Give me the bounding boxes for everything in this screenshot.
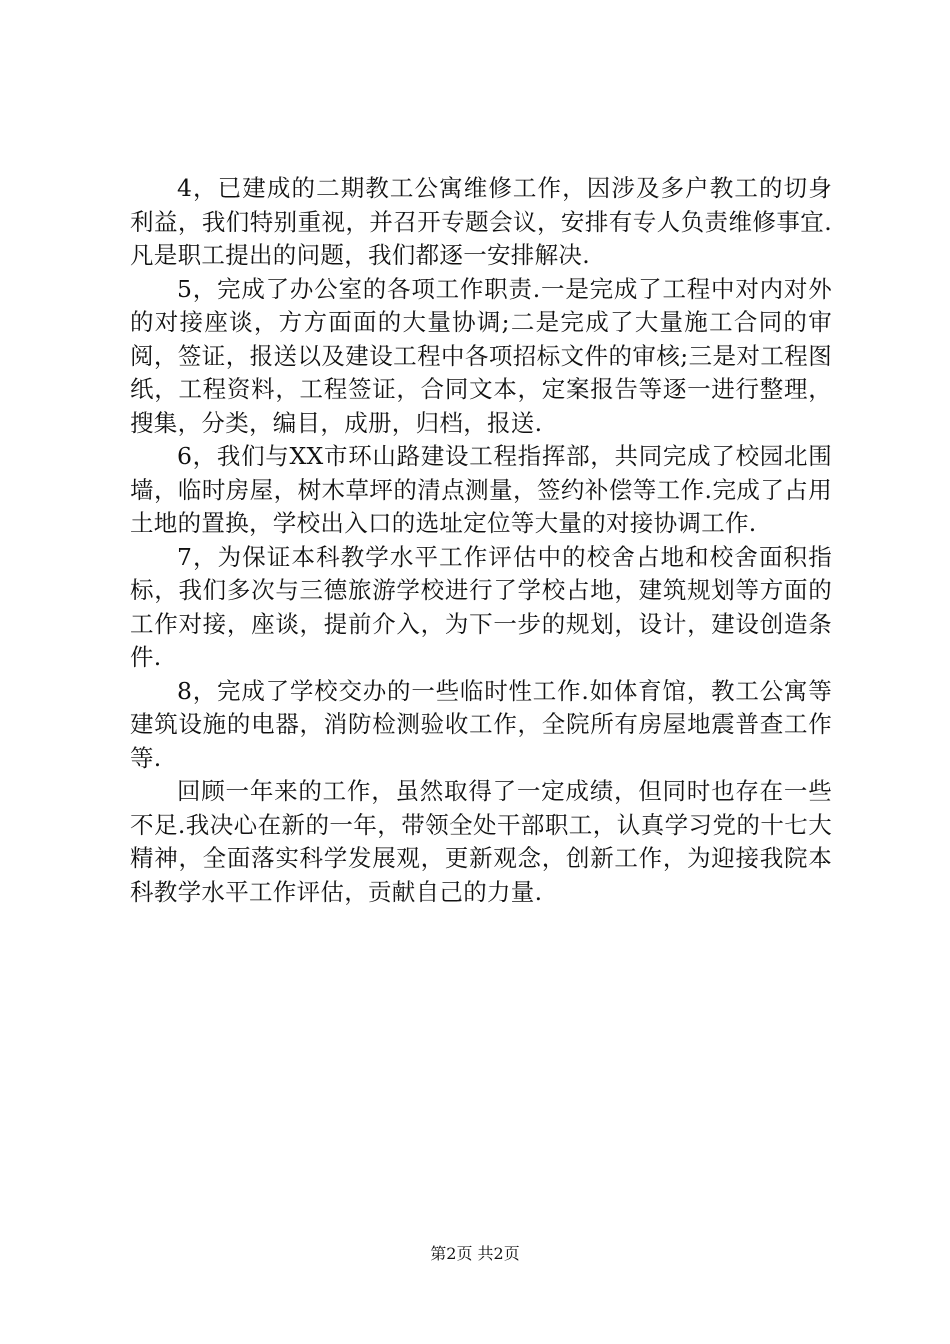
paragraph-conclusion: 回顾一年来的工作，虽然取得了一定成绩，但同时也存在一些不足.我决心在新的一年，带领全处干部职工，认真学习党的十七大精神，全面落实科学发展观，更新观念，创新工作，为迎接我院本科教学水平工作评估，贡献自己的力量. (130, 777, 832, 906)
page-footer (0, 1244, 950, 1264)
paragraph-item-8: 8，完成了学校交办的一些临时性工作.如体育馆，教工公寓等建筑设施的电器，消防检测验收工作，全院所有房屋地震普查工作等. (130, 676, 832, 772)
paragraph-item-7: 7，为保证本科教学水平工作评估中的校舍占地和校舍面积指标，我们多次与三德旅游学校进行了学校占地，建筑规划等方面的工作对接，座谈，提前介入，为下一步的规划，设计，建设创造条件. (130, 542, 832, 671)
paragraph-item-5: 5，完成了办公室的各项工作职责.一是完成了工程中对内对外的对接座谈，方方面面的大量协调;二是完成了大量施工合同的审阅，签证，报送以及建设工程中各项招标文件的审核;三是对工程图纸，工程资料，工程签证，合同文本，定案报告等逐一进行整理，搜集，分类，编目，成册，归档，报送. (130, 274, 832, 437)
paragraph-item-6: 6，我们与XX市环山路建设工程指挥部，共同完成了校园北围墙，临时房屋，树木草坪的清点测量，签约补偿等工作.完成了占用土地的置换，学校出入口的选址定位等大量的对接协调工作. (130, 442, 832, 537)
paragraph-item-4: 4，已建成的二期教工公寓维修工作，因涉及多户教工的切身利益，我们特别重视，并召开专题会议，安排有专人负责维修事宜.凡是职工提出的问题，我们都逐一安排解决. (130, 174, 832, 269)
page-number: 第2页 共2页 (430, 1244, 520, 1263)
document-body (130, 172, 832, 909)
